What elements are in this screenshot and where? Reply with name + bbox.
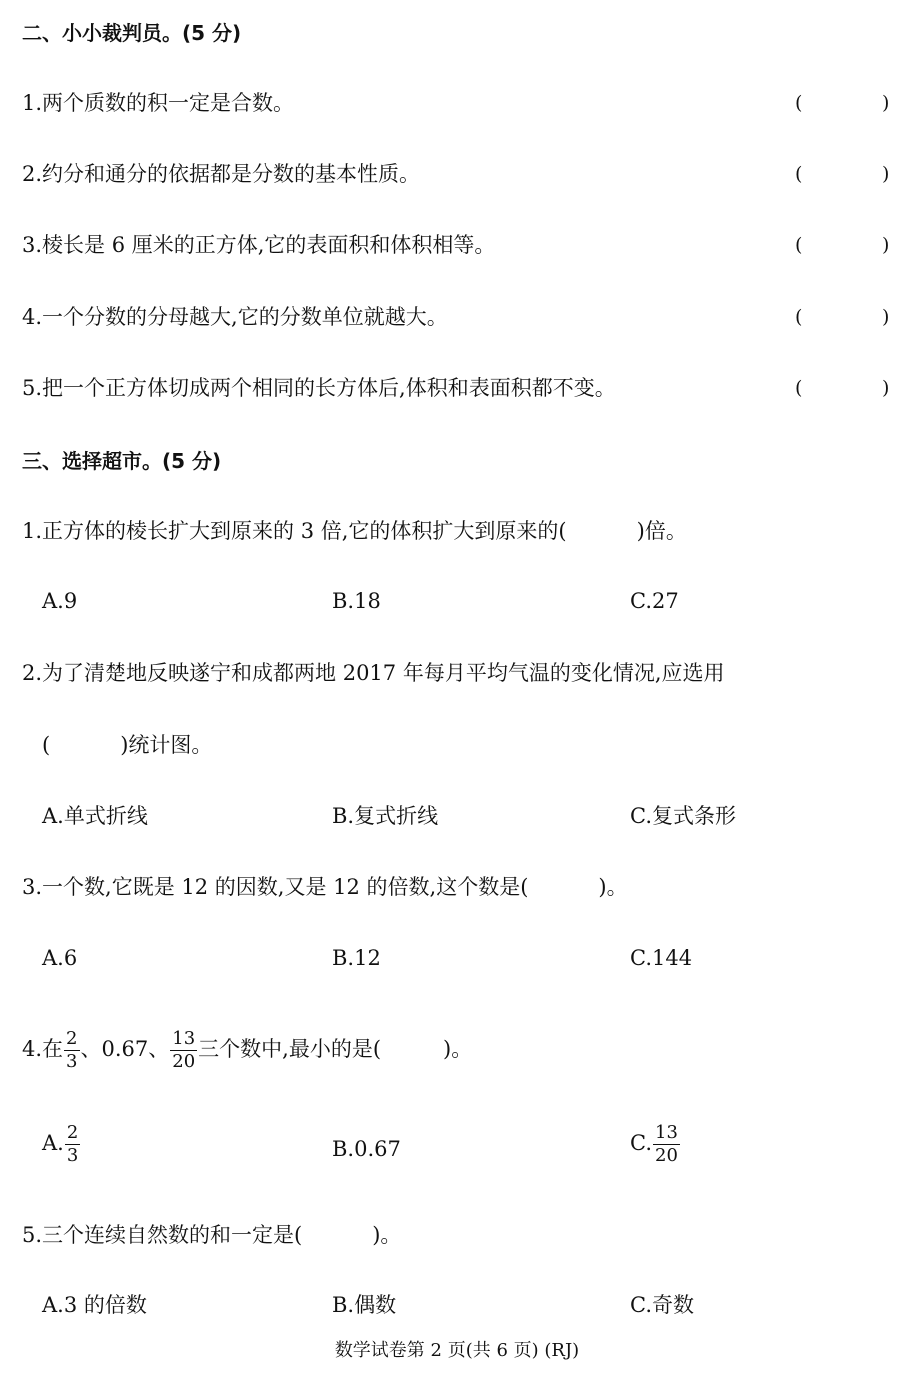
choice-question-5 bbox=[22, 1220, 401, 1250]
question-4-text-start: 4.在 bbox=[22, 1037, 64, 1061]
fraction-thirteen-twentieths bbox=[170, 1030, 197, 1071]
fraction-numerator: 2 bbox=[66, 1122, 79, 1143]
judgment-item-5: 5.把一个正方体切成两个相同的长方体后,体积和表面积都不变。 bbox=[22, 376, 616, 400]
q1-option-a: A.9 bbox=[42, 589, 78, 613]
fraction-denominator: 20 bbox=[655, 1145, 678, 1166]
judgment-item-3: 3.棱长是 6 厘米的正方体,它的表面积和体积相等。 bbox=[22, 233, 496, 257]
question-3-text-start: 3.一个数,它既是 12 的因数,又是 12 的倍数,这个数是( bbox=[22, 875, 529, 899]
choice-question-3 bbox=[22, 872, 628, 902]
judgment-item-1: 1.两个质数的积一定是合数。 bbox=[22, 91, 295, 115]
answer-paren-open-4: ( bbox=[795, 306, 803, 328]
answer-paren-close-5: ) bbox=[882, 377, 890, 399]
q1-option-b: B.18 bbox=[332, 589, 381, 613]
option-letter: A. bbox=[42, 1131, 64, 1155]
choice-question-2-line-2 bbox=[42, 730, 212, 760]
q1-option-c: C.27 bbox=[630, 589, 679, 613]
judgment-item-2: 2.约分和通分的依据都是分数的基本性质。 bbox=[22, 162, 421, 186]
question-2-text-start: ( bbox=[42, 733, 51, 757]
answer-paren-close-2: ) bbox=[882, 163, 890, 185]
q3-option-a: A.6 bbox=[42, 946, 78, 970]
judgment-item-4: 4.一个分数的分母越大,它的分数单位就越大。 bbox=[22, 305, 448, 329]
fraction-two-thirds bbox=[64, 1030, 79, 1071]
page-footer: 数学试卷第 2 页(共 6 页) (RJ) bbox=[334, 1340, 580, 1361]
section-3-heading: 三、选择超市。(5 分) bbox=[22, 449, 222, 473]
answer-paren-close-1: ) bbox=[882, 92, 890, 114]
section-2-heading: 二、小小裁判员。(5 分) bbox=[22, 21, 242, 45]
fraction-denominator: 3 bbox=[66, 1051, 78, 1072]
q2-option-c: C.复式条形 bbox=[630, 804, 736, 828]
fraction-thirteen-twentieths bbox=[653, 1124, 680, 1165]
choice-question-1 bbox=[22, 516, 687, 546]
question-1-text-end: )倍。 bbox=[636, 519, 687, 543]
fraction-numerator: 13 bbox=[172, 1028, 196, 1049]
q4-option-a bbox=[42, 1124, 81, 1165]
q3-option-b: B.12 bbox=[332, 946, 381, 970]
q5-option-b: B.偶数 bbox=[332, 1293, 397, 1317]
choice-question-2-line-1: 2.为了清楚地反映遂宁和成都两地 2017 年每月平均气温的变化情况,应选用 bbox=[22, 661, 725, 685]
question-4-separator: 、0.67、 bbox=[80, 1037, 170, 1061]
q2-option-b: B.复式折线 bbox=[332, 804, 439, 828]
fraction-denominator: 20 bbox=[172, 1051, 196, 1072]
answer-paren-open-1: ( bbox=[795, 92, 803, 114]
q3-option-c: C.144 bbox=[630, 946, 693, 970]
choice-question-4 bbox=[22, 1030, 472, 1071]
answer-paren-open-5: ( bbox=[795, 377, 803, 399]
fraction-numerator: 13 bbox=[655, 1122, 678, 1143]
answer-paren-close-4: ) bbox=[882, 306, 890, 328]
answer-paren-open-3: ( bbox=[795, 234, 803, 256]
fraction-numerator: 2 bbox=[66, 1028, 78, 1049]
question-1-text-start: 1.正方体的棱长扩大到原来的 3 倍,它的体积扩大到原来的( bbox=[22, 519, 567, 543]
q5-option-c: C.奇数 bbox=[630, 1293, 694, 1317]
answer-paren-close-3: ) bbox=[882, 234, 890, 256]
answer-paren-open-2: ( bbox=[795, 163, 803, 185]
q4-option-c bbox=[630, 1124, 681, 1165]
option-letter: C. bbox=[630, 1131, 652, 1155]
q5-option-a: A.3 的倍数 bbox=[42, 1293, 147, 1317]
question-5-text-end: )。 bbox=[372, 1223, 402, 1247]
question-4-text-end: )。 bbox=[443, 1037, 473, 1061]
question-3-text-end: )。 bbox=[598, 875, 628, 899]
fraction-denominator: 3 bbox=[66, 1145, 79, 1166]
question-2-text-end: )统计图。 bbox=[120, 733, 213, 757]
q2-option-a: A.单式折线 bbox=[42, 804, 148, 828]
question-4-text-middle: 三个数中,最小的是( bbox=[198, 1037, 382, 1061]
q4-option-b: B.0.67 bbox=[332, 1137, 401, 1161]
fraction-two-thirds bbox=[65, 1124, 80, 1165]
question-5-text-start: 5.三个连续自然数的和一定是( bbox=[22, 1223, 303, 1247]
